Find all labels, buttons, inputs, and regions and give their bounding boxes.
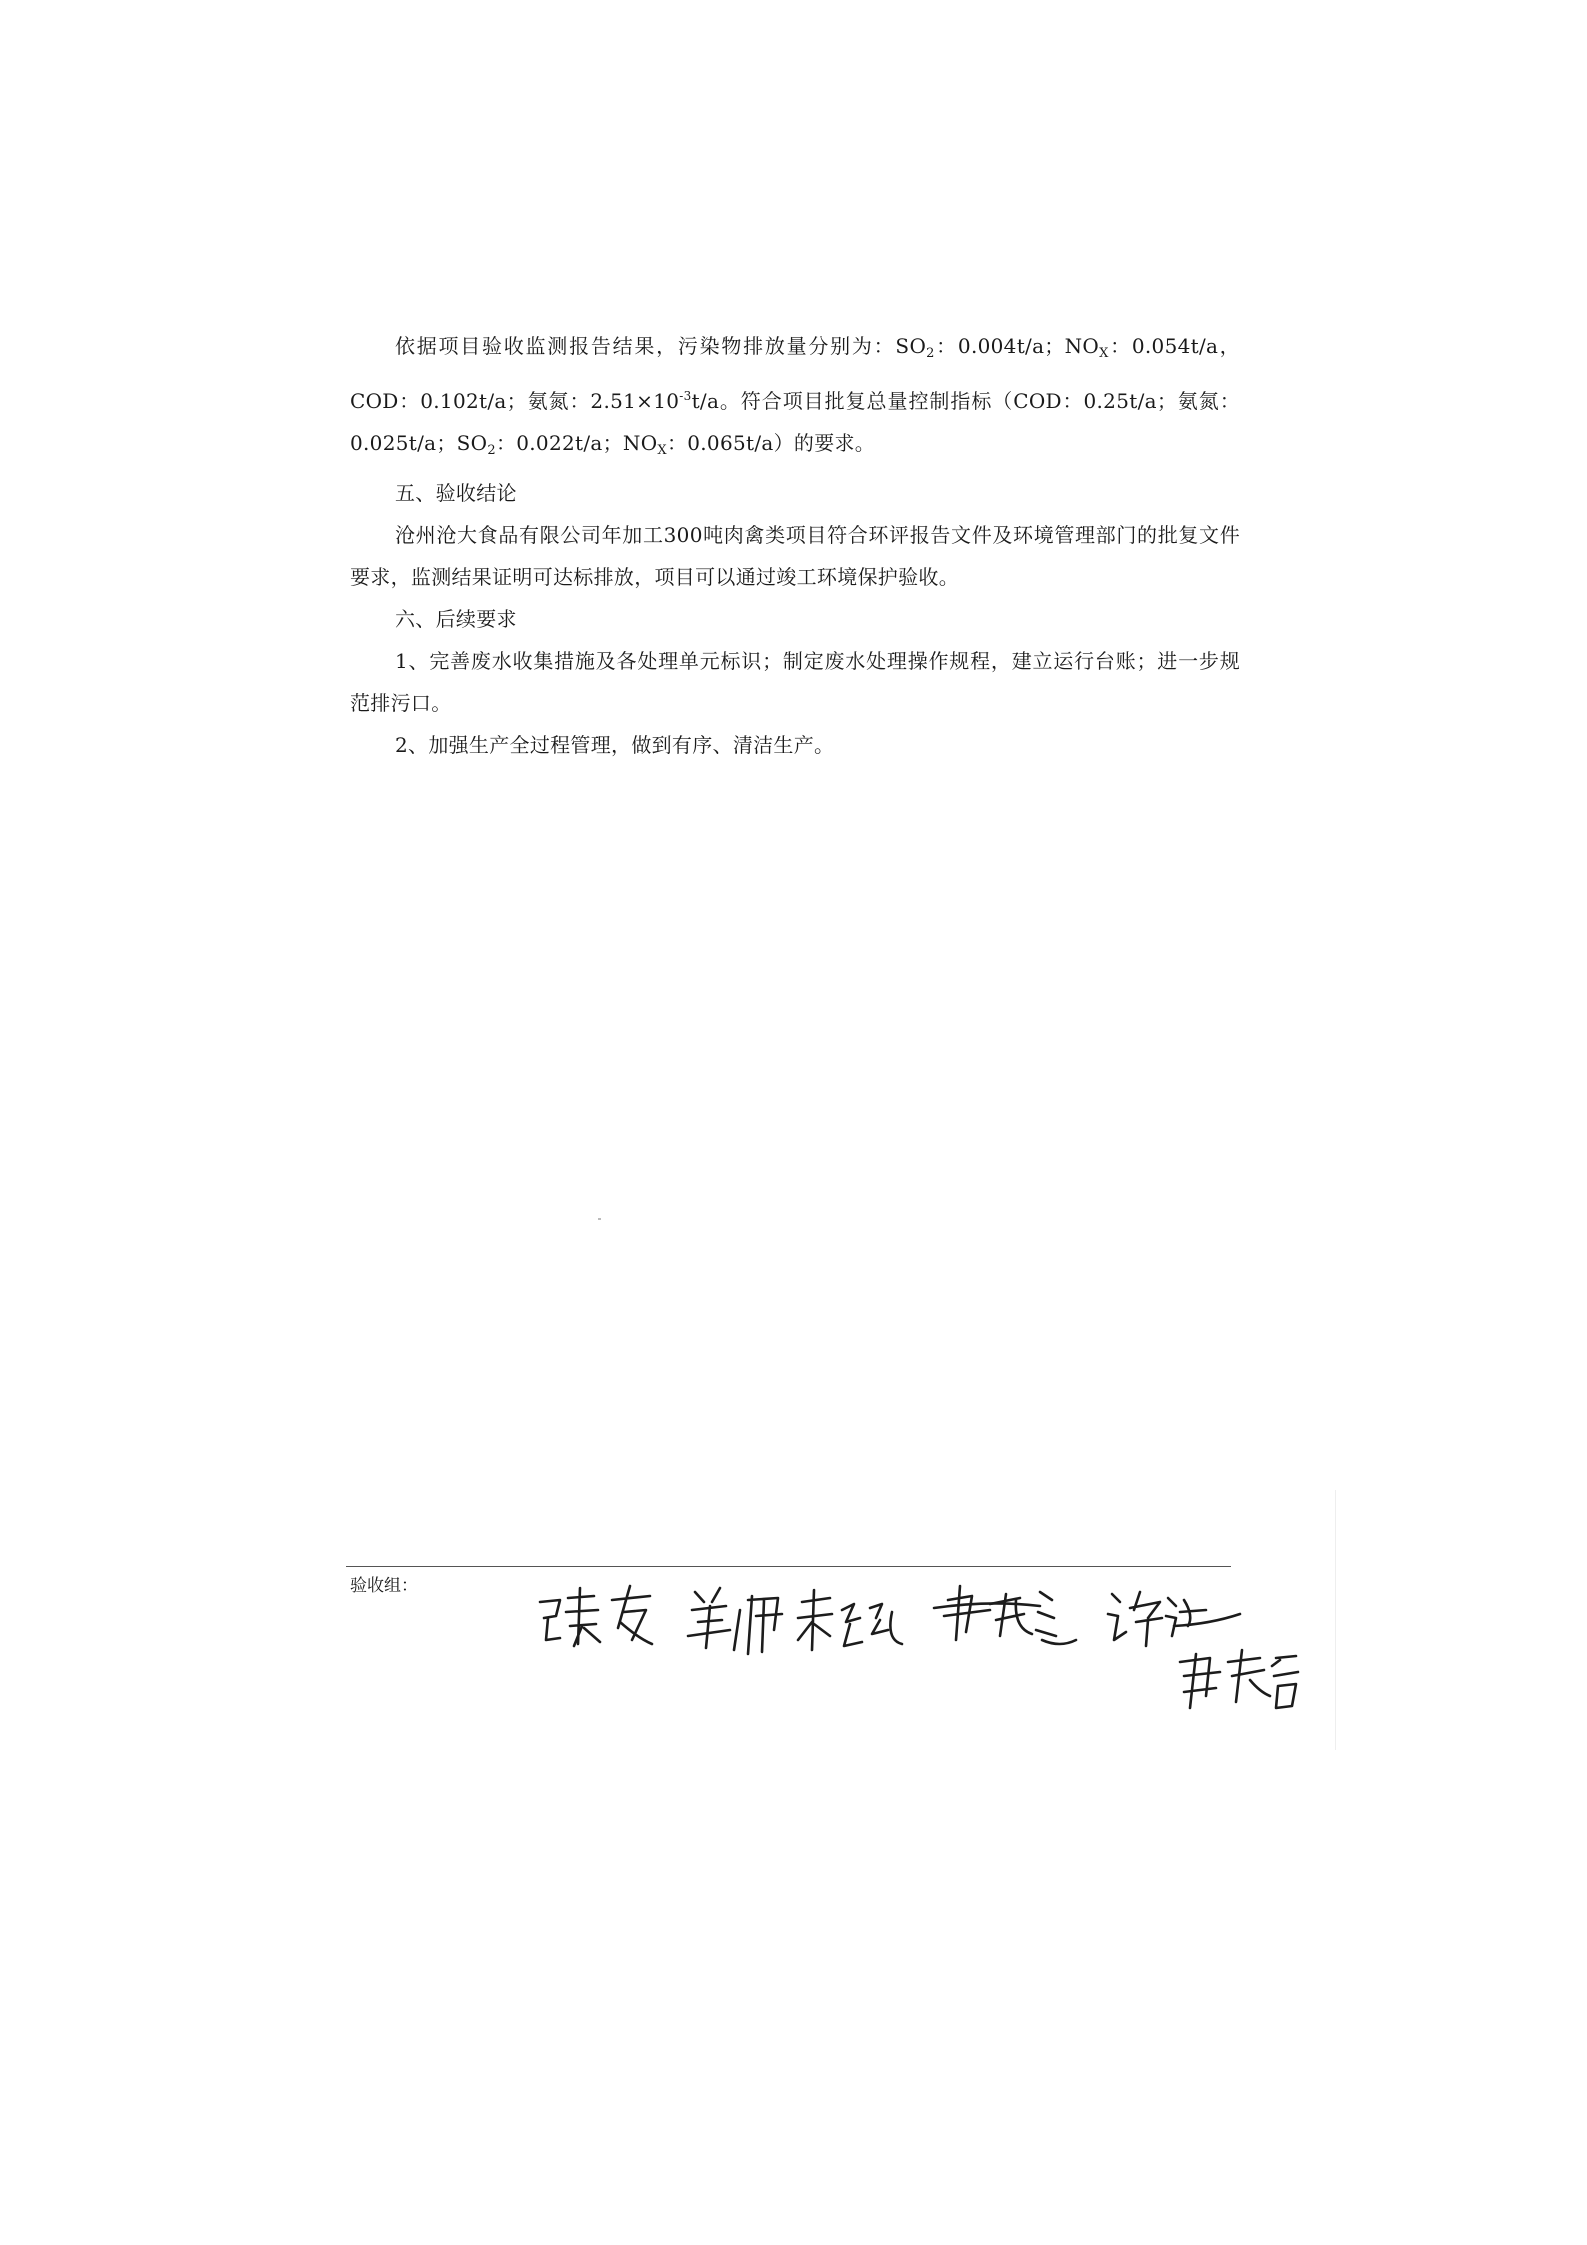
signature-2	[688, 1588, 782, 1654]
requirement-2: 2、加强生产全过程管理，做到有序、清洁生产。	[395, 733, 835, 757]
acceptance-group-label: 验收组：	[350, 1576, 418, 1596]
section-5-text: 沧州沧大食品有限公司年加工300吨肉禽类项目符合环评报告文件及环境管理部门的批复文件要求，监测结果证明可达标排放，项目可以通过竣工环境保护验收。	[350, 523, 1240, 589]
scan-speck	[598, 1218, 601, 1220]
signature-5	[1108, 1592, 1240, 1646]
signature-4	[934, 1586, 1076, 1644]
document-body	[350, 325, 1240, 766]
emission-paragraph: 依据项目验收监测报告结果，污染物排放量分别为：$SO_2$：0.004t/a；$NO_X$：0.054t/a，COD：0.102t/a；氨氮：$2.51\times 10^{-3}t/a$。符合项目批复总量控制指标（COD：0.25t/a；氨氮：0.025t/a；$SO_2$：0.022t/a；$NO_X$：0.065t/a）的要求。	[350, 334, 1241, 458]
section-6-heading: 六、后续要求	[395, 607, 517, 631]
signature-6	[1180, 1650, 1298, 1708]
handwritten-signatures	[520, 1570, 1340, 1720]
signature-1	[540, 1586, 652, 1646]
signature-rule	[346, 1566, 1231, 1567]
requirement-1: 1、完善废水收集措施及各处理单元标识；制定废水处理操作规程，建立运行台账；进一步规范排污口。	[350, 649, 1240, 715]
section-5-heading: 五、验收结论	[395, 481, 517, 505]
signature-3	[798, 1590, 902, 1650]
